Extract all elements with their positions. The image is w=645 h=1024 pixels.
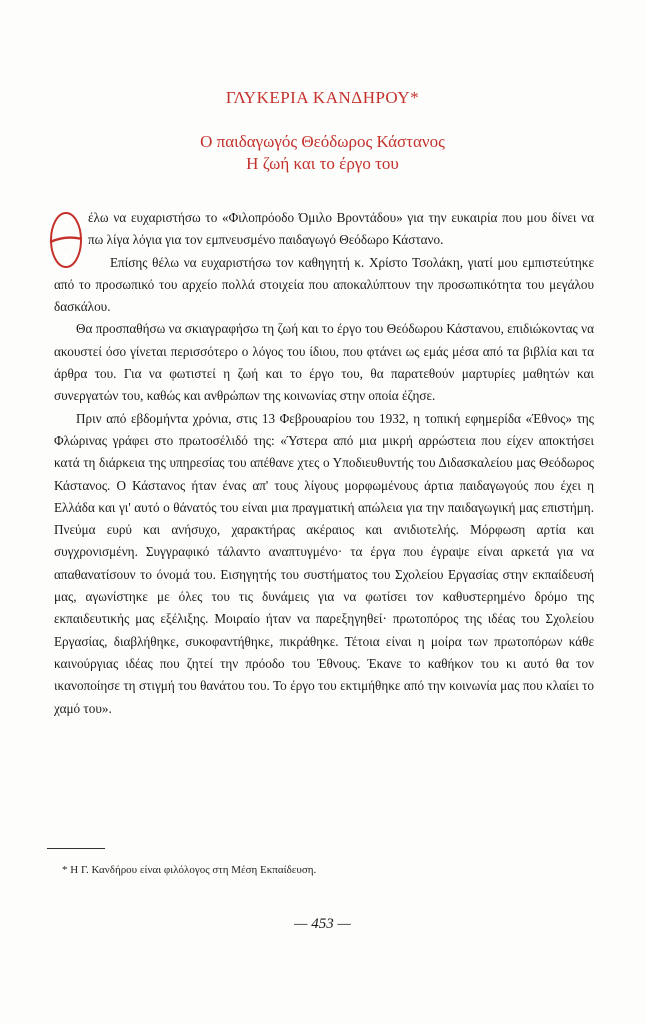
article-body [54, 207, 594, 720]
drop-cap-glyph [44, 209, 88, 271]
title-line-1: Ο παιδαγωγός Θεόδωρος Κάστανος [200, 132, 445, 151]
author-name: ΓΛΥΚΕΡΙΑ ΚΑΝΔΗΡΟΥ* [225, 88, 420, 107]
drop-cap-theta [44, 209, 78, 269]
paragraph-1-text: έλω να ευχαριστήσω το «Φιλοπρόοδο Όμιλο Βροντάδου» για την ευκαιρία που μου δίνει να πω λίγα λόγια για τον εμπνευσμένο παιδαγωγό Θεόδωρο Κάστανο. [88, 210, 594, 248]
paragraph-1 [54, 207, 594, 252]
article-title [0, 131, 645, 175]
footnote: * Η Γ. Κανδήρου είναι φιλόλογος στη Μέση Εκπαίδευση. [62, 864, 317, 876]
page-number: — 453 — [294, 916, 351, 932]
svg-text:Θ: Θ [65, 249, 67, 250]
paragraph-2: Επίσης θέλω να ευχαριστήσω τον καθηγητή κ. Χρίστο Τσολάκη, γιατί μου εμπιστεύτηκε από το προσωπικό του αρχείο πολλά στοιχεία που αποκαλύπτουν την προσωπικότητα του μεγάλου δασκάλου. [54, 254, 594, 315]
footnote-divider [47, 848, 105, 849]
paragraph-4: Πριν από εβδομήντα χρόνια, στις 13 Φεβρουαρίου του 1932, η τοπική εφημερίδα «Έθνος» της Φλώρινας γράφει στο πρωτοσέλιδό της: «Ύστερα από μια μικρή αρρώστεια που είχεν αποκτήσει κατά τη διάρκεια της υπηρεσίας του απέθανε χτες ο Υποδιευθυντής του Διδασκαλείου μας Θεόδωρος Κάστανος. Ο Κάστανος ήταν ένας απ' τους λίγους μορφωμένους άρτια παιδαγωγούς που έχει η Ελλάδα και γι' αυτό ο θάνατός του είναι μια πραγματική απώλεια για την παιδαγωγική μας επιστήμη. Πνεύμα ευρύ και ανήσυχο, χαρακτήρας ακέραιος και ανιδιοτελής. Μόρφωση αρτία και συγχρονισμένη. Συγγραφικό τάλαντο αναπτυγμένο· τα έργα που έγραψε είναι αρκετά για να απαθανατίσουν το όνομά του. Εισηγητής του συστήματος του Σχολείου Εργασίας στην εκπαίδευσή μας, αγωνίστηκε με όλες του τις δυνάμεις για να φωτίσει τον καθυστερημένο δρόμο της εκπαιδευτικής μας εξέλιξης. Μοιραίο ήταν να παρεξηγηθεί· πρωτοπόρος της ιδέας του Σχολείου Εργασίας, διαβλήθηκε, συκοφαντήθηκε, πικράθηκε. Τέτοια είναι η μοίρα των πρωτοπόρων κάθε καινούργιας ιδέας που ζητεί την πρόοδο του Έθνους. Έκανε το καθήκον του κι αυτό θα τον ικανοποίησε τη στιγμή του θανάτου του. Το έργο του εκτιμήθηκε από την κοινωνία μας που κλαίει το χαμό του». [54, 410, 594, 716]
title-line-2: Η ζωή και το έργο του [246, 154, 399, 173]
paragraph-3: Θα προσπαθήσω να σκιαγραφήσω τη ζωή και το έργο του Θεόδωρου Κάστανου, επιδιώκοντας να ακουστεί όσο γίνεται περισσότερο ο λόγος του ίδιου, που φτάνει ως εμάς μέσα από τα βιβλία και τα άρθρα του. Για να φωτιστεί η ζωή και το έργο του, θα παρατεθούν μαρτυρίες μαθητών και συνεργατών του, καθώς και ανθρώπων της κοινωνίας στην οποία έζησε. [54, 321, 594, 404]
